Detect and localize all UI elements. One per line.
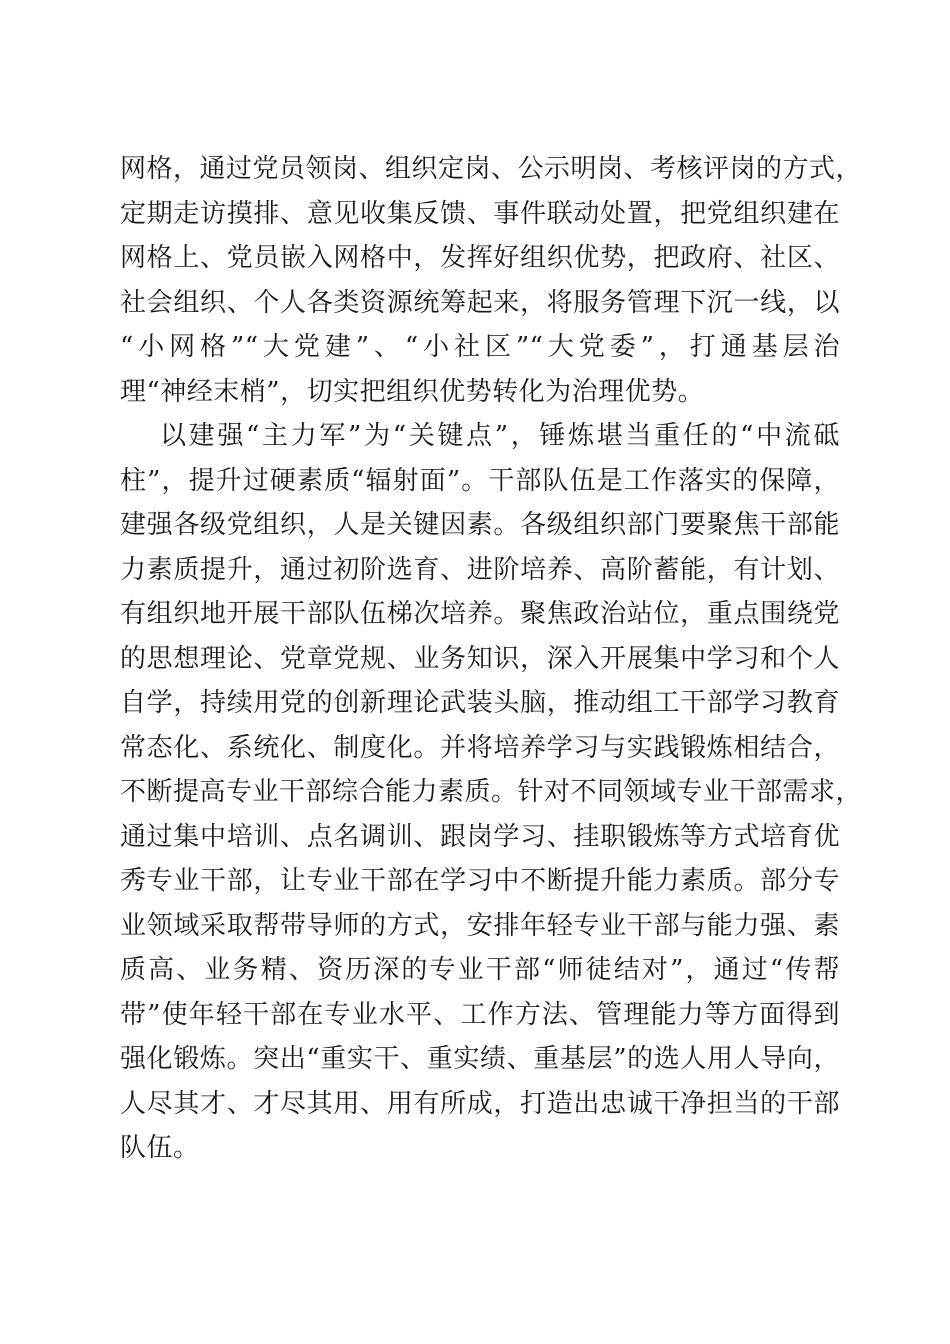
text-line: 力素质提升，通过初阶选育、进阶培养、高阶蓄能，有计划、: [120, 554, 840, 585]
paragraph-grid-governance: [120, 147, 863, 414]
document-body: [120, 147, 863, 1171]
text-line: 自学，持续用党的创新理论武装头脑，推动组工干部学习教育: [120, 688, 840, 718]
text-line: 社会组织、个人各类资源统筹起来，将服务管理下沉一线，以: [120, 287, 840, 318]
text-line: 网格上、党员嵌入网格中，发挥好组织优势，把政府、社区、: [120, 243, 840, 273]
text-line: 业领域采取帮带导师的方式，安排年轻专业干部与能力强、素: [120, 910, 840, 941]
text-line: 通过集中培训、点名调训、跟岗学习、挂职锻炼等方式培育优: [120, 821, 840, 852]
text-line: 人尽其才、才尽其用、用有所成，打造出忠诚干净担当的干部: [120, 1088, 840, 1119]
text-line: 建强各级党组织，人是关键因素。各级组织部门要聚焦干部能: [120, 510, 840, 540]
text-line: 理“神经末梢”，切实把组织优势转化为治理优势。: [120, 376, 705, 407]
text-line: 柱”，提升过硬素质“辐射面”。干部队伍是工作落实的保障，: [120, 465, 840, 496]
text-line: 的思想理论、党章党规、业务知识，深入开展集中学习和个人: [120, 643, 840, 674]
text-line: “小网格”“大党建”、“小社区”“大党委”，打通基层治: [120, 332, 840, 362]
text-line: 常态化、系统化、制度化。并将培养学习与实践锻炼相结合，: [120, 732, 840, 763]
text-line: 定期走访摸排、意见收集反馈、事件联动处置，把党组织建在: [120, 198, 840, 229]
text-line: 带”使年轻干部在专业水平、工作方法、管理能力等方面得到: [120, 999, 840, 1030]
text-line: 队伍。: [120, 1133, 200, 1163]
text-line: 强化锻炼。突出“重实干、重实绩、重基层”的选人用人导向，: [120, 1044, 840, 1074]
text-line: 网格，通过党员领岗、组织定岗、公示明岗、考核评岗的方式，: [120, 154, 863, 184]
text-line: 秀专业干部，让专业干部在学习中不断提升能力素质。部分专: [120, 866, 840, 896]
text-line: 质高、业务精、资历深的专业干部“师徒结对”，通过“传帮: [120, 955, 840, 985]
paragraph-cadre-team: [120, 414, 863, 1171]
text-line: 以建强“主力军”为“关键点”，锤炼堪当重任的“中流砥: [160, 421, 840, 451]
text-line: 不断提高专业干部综合能力素质。针对不同领域专业干部需求，: [120, 777, 863, 807]
text-line: 有组织地开展干部队伍梯次培养。聚焦政治站位，重点围绕党: [120, 599, 840, 629]
